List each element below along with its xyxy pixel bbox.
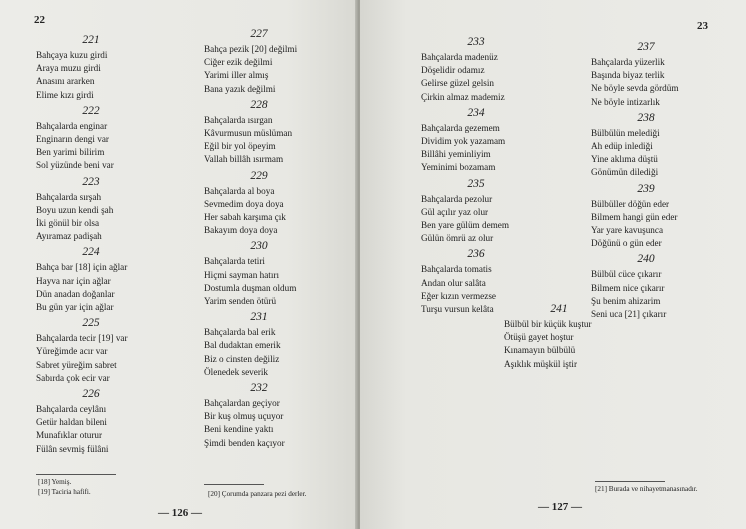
poem-line: Yarim senden ötürü xyxy=(204,296,277,307)
poem-line: Her sabah karşıma çık xyxy=(204,212,286,223)
poem-line: Anasını ararken xyxy=(36,76,95,87)
poem-number: 229 xyxy=(250,169,268,182)
left-column-2 xyxy=(204,27,354,452)
poem-line: Ben yare gülüm demem xyxy=(421,220,510,231)
left-page xyxy=(0,0,358,529)
poem-line: Gelirse güzel gelsin xyxy=(421,78,494,89)
poem-block xyxy=(421,177,571,246)
poem-line: Kâvurmusun müslüman xyxy=(204,128,293,139)
poem-block xyxy=(36,245,186,314)
poem-line: Bahça bar [18] için ağlar xyxy=(36,262,128,273)
poem-line: Bahçalarda bal erik xyxy=(204,327,276,338)
center-poem xyxy=(504,302,654,373)
poem-line: Ne böyle intizarlık xyxy=(591,96,660,107)
poem-number: 224 xyxy=(82,246,100,259)
poem-number: 234 xyxy=(467,106,485,119)
poem-line: Bahçalarda sırşah xyxy=(36,191,102,202)
poem-number: 228 xyxy=(250,98,268,111)
poem-line: Billâhi yeminliyim xyxy=(421,149,491,160)
poem-line: Bahçalarda gezemem xyxy=(421,122,500,133)
poem-line: Bahçalarda al boya xyxy=(204,185,275,196)
poem-line: Dostumla duşman oldum xyxy=(204,282,297,293)
poem-block xyxy=(204,27,354,96)
poem-line: Eğer kızın vermezse xyxy=(421,290,496,301)
poem-line: Bana yazık değilmi xyxy=(204,83,276,94)
poem-line: Araya muzu girdi xyxy=(36,63,101,74)
right-page xyxy=(360,0,746,529)
left-footnote-18: [18] Yemiş. xyxy=(38,478,72,486)
poem-number: 233 xyxy=(467,36,485,48)
poem-line: Bülbülün melediği xyxy=(591,127,660,138)
poem-line: Bahçaya kuzu girdi xyxy=(36,50,108,60)
left-footnote-20: [20] Çorumda panzara pezi derler. xyxy=(208,490,307,498)
poem-line: Bahçalarda pezolur xyxy=(421,193,493,204)
footnote-rule xyxy=(204,484,264,485)
poem-line: İki gönül bir olsa xyxy=(36,218,100,229)
poem-number: 223 xyxy=(82,175,100,188)
poem-line: Getür haldan bileni xyxy=(36,417,107,428)
poem-line: Gül açılır yaz olur xyxy=(421,206,489,217)
poem-line: Beni kendine yaktı xyxy=(204,424,274,435)
poem-line: Gülün ömrü az olur xyxy=(421,233,494,244)
left-column-1 xyxy=(36,33,186,458)
poem-block xyxy=(36,387,186,456)
poem-line: Bilmem nice çıkarır xyxy=(591,282,665,293)
poem-line: Hiçmi sayman hatırı xyxy=(204,269,280,280)
poem-line: Bu gün yar için ağlar xyxy=(36,302,114,313)
right-footnote-21: [21] Burada ve nihayetmanasınadır. xyxy=(595,485,698,493)
poem-line: Seni uca [21] çıkarır xyxy=(591,309,667,320)
poem-line: Döğünü o gün eder xyxy=(591,238,662,249)
poem-line: Bahçalarda tomatis xyxy=(421,264,492,275)
poem-line: Munafıklar oturur xyxy=(36,430,103,441)
poem-line: Sabırda çok ecir var xyxy=(36,372,110,383)
poem-block xyxy=(36,316,186,385)
poem-block xyxy=(591,40,741,109)
poem-block xyxy=(591,182,741,251)
poem-line: Andan olur salâta xyxy=(421,277,486,288)
right-column-1 xyxy=(421,35,571,318)
poem-line: Gönümün dilediği xyxy=(591,167,659,178)
poem-line: Eğil bir yol öpeyim xyxy=(204,141,276,152)
poem-block xyxy=(36,104,186,173)
poem-number: 232 xyxy=(250,382,268,395)
poem-number: 238 xyxy=(637,111,655,124)
poem-line: Başında biyaz terlik xyxy=(591,70,665,81)
poem-block xyxy=(204,381,354,450)
poem-number: 240 xyxy=(637,253,655,266)
left-footnote-19: [19] Taciria hafifi. xyxy=(38,488,91,496)
poem-number: 227 xyxy=(250,28,268,40)
poem-line: Ben yarimi bilirim xyxy=(36,147,105,158)
poem-line: Vallah billâh ısırmam xyxy=(204,154,284,165)
poem-line: Sabret yüreğim sabret xyxy=(36,359,117,370)
poem-number: 221 xyxy=(82,34,100,46)
poem-line: Aşıklık müşkül iştir xyxy=(504,358,577,369)
poem-block xyxy=(36,33,186,102)
poem-line: Bahçalardan geçiyor xyxy=(204,398,280,409)
poem-line: Bal dudaktan emerik xyxy=(204,340,281,351)
poem-number: 230 xyxy=(250,240,268,253)
poem-line: Dividim yok yazamam xyxy=(421,136,506,147)
poem-line: Ne böyle sevda gördüm xyxy=(591,83,679,94)
footnote-rule xyxy=(36,474,116,475)
poem-line: Bahçalarda ısırgan xyxy=(204,114,273,125)
poem-number: 225 xyxy=(82,317,100,330)
poem-number: 237 xyxy=(637,41,655,53)
poem-line: Bahçalarda tetiri xyxy=(204,256,265,267)
poem-line: Kınamayın bülbülü xyxy=(504,345,576,356)
poem-block xyxy=(204,98,354,167)
poem-block xyxy=(204,310,354,379)
poem-line: Döşelidir odamız xyxy=(421,65,485,76)
poem-line: Ayıramaz padişah xyxy=(36,231,102,242)
poem-line: Bahçalarda tecir [19] var xyxy=(36,333,128,344)
poem-block xyxy=(421,106,571,175)
poem-line: Dün anadan doğanlar xyxy=(36,288,115,299)
poem-line: Hayva nar için ağlar xyxy=(36,275,111,286)
poem-block xyxy=(591,111,741,180)
poem-block xyxy=(421,35,571,104)
right-corner-number: 23 xyxy=(697,20,708,32)
poem-line: Sol yüzünde beni var xyxy=(36,160,114,171)
poem-line: Yüreğimde acır var xyxy=(36,346,108,357)
left-corner-number: 22 xyxy=(34,14,45,26)
poem-line: Bahçalarda yüzerlik xyxy=(591,57,665,67)
poem-line: Turşu vursun kelâta xyxy=(421,304,494,315)
poem-line: Bahçalarda enginar xyxy=(36,120,108,131)
poem-line: Yarimi iller almış xyxy=(204,70,269,81)
poem-line: Ötüşü gayet hoştur xyxy=(504,332,574,343)
poem-line: Çirkin almaz mademiz xyxy=(421,91,505,102)
poem-line: Boyu uzun kendi şah xyxy=(36,204,114,215)
poem-line: Şu benim ahizarim xyxy=(591,295,661,306)
poem-line: Bülbül bir küçük kuştur xyxy=(504,319,592,329)
poem-block xyxy=(204,169,354,238)
poem-number: 236 xyxy=(467,248,485,261)
poem-number: 226 xyxy=(82,388,100,401)
footnote-rule xyxy=(595,481,665,482)
poem-line: Bahçalarda ceylânı xyxy=(36,404,107,415)
poem-line: Bahçalarda madenüz xyxy=(421,52,498,62)
poem-line: Yar yare kavuşunca xyxy=(591,225,664,236)
poem-line: Ölenedek severik xyxy=(204,366,269,377)
poem-line: Şimdi benden kaçıyor xyxy=(204,437,285,448)
right-column-2 xyxy=(591,40,741,323)
poem-line: Ah edüp inlediği xyxy=(591,141,653,152)
poem-number: 222 xyxy=(82,104,100,117)
poem-block xyxy=(36,175,186,244)
poem-line: Sevmedim doya doya xyxy=(204,198,284,209)
poem-line: Biz o cinsten değiliz xyxy=(204,353,280,364)
poem-line: Bakayım doya doya xyxy=(204,225,278,236)
poem-block xyxy=(504,302,654,371)
poem-line: Bülbüller döğün eder xyxy=(591,198,670,209)
poem-line: Ciğer ezik değilmi xyxy=(204,57,273,68)
poem-line: Bahça pezik [20] değilmi xyxy=(204,44,298,54)
left-page-number: — 126 — xyxy=(158,507,202,519)
poem-number: 239 xyxy=(637,182,655,195)
poem-line: Elime kızı girdi xyxy=(36,89,94,100)
poem-line: Yine aklıma düştü xyxy=(591,154,658,165)
poem-line: Fülân sevmiş fülâni xyxy=(36,443,109,454)
poem-line: Enginarın dengi var xyxy=(36,134,109,145)
poem-line: Bilmem hangi gün eder xyxy=(591,211,678,222)
poem-number: 231 xyxy=(250,311,268,324)
right-page-number: — 127 — xyxy=(538,501,582,513)
poem-number: 235 xyxy=(467,177,485,190)
poem-line: Yeminimi bozamam xyxy=(421,162,496,173)
poem-block xyxy=(204,239,354,308)
poem-number: 241 xyxy=(550,303,568,315)
poem-line: Bülbül cüce çıkarır xyxy=(591,269,662,280)
poem-line: Bir kuş olmuş uçuyor xyxy=(204,411,284,422)
